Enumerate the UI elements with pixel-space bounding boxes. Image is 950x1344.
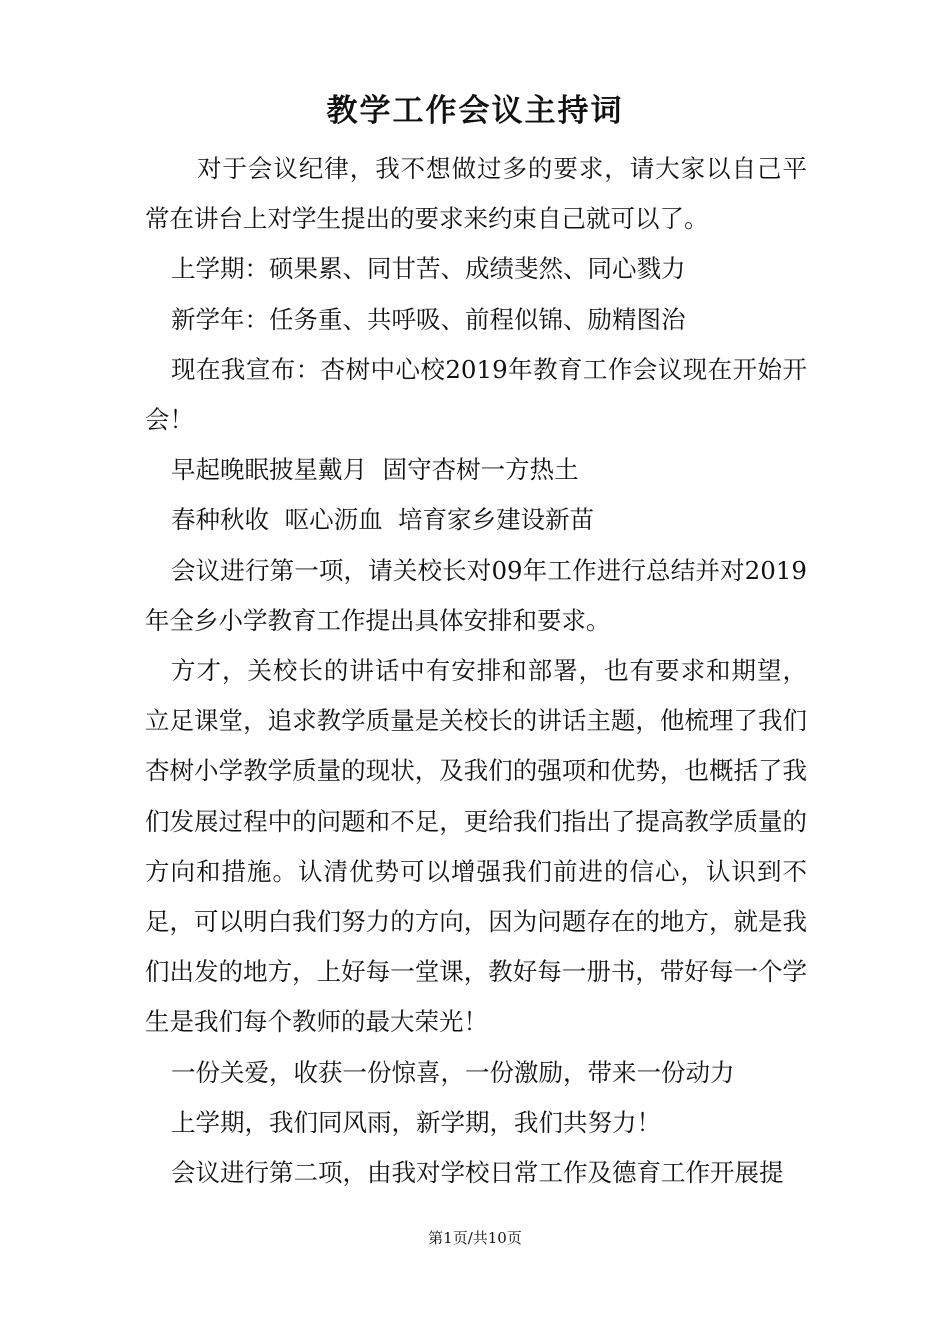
paragraph-new-year: 新学年：任务重、共呼吸、前程似锦、励精图治 — [171, 304, 686, 334]
page-number: 第1页/共10页 — [428, 1229, 522, 1247]
paragraph-verse-2: 春种秋收 呕心沥血 培育家乡建设新苗 — [171, 505, 595, 535]
paragraph-last-term: 上学期：硕果累、同甘苦、成绩斐然、同心戮力 — [171, 254, 686, 284]
paragraph-summary: 方才，关校长的讲话中有安排和部署，也有要求和期望，立足课堂，追求教学质量是关校长的讲话主题，他梳理了我们杏树小学教学质量的现状，及我们的强项和优势，也概括了我们发展过程中的问题和不足，更给我们指出了提高教学质量的方向和措施。认清优势可以增强我们前进的信心，认识到不足，可以明白我们努力的方向，因为问题存在的地方，就是我们出发的地方，上好每一堂课，教好每一册书，带好每一个学生是我们每个教师的最大荣光！ — [145, 656, 807, 1037]
paragraph-agenda-item-1: 会议进行第一项，请关校长对09年工作进行总结并对2019年全乡小学教育工作提出具体安排和要求。 — [145, 555, 807, 635]
document-body — [145, 144, 807, 1198]
paragraph-discipline: 对于会议纪律，我不想做过多的要求，请大家以自己平常在讲台上对学生提出的要求来约束自己就可以了。 — [145, 154, 807, 234]
paragraph-verse-1: 早起晚眠披星戴月 固守杏树一方热土 — [171, 455, 579, 485]
paragraph-announcement: 现在我宣布：杏树中心校2019年教育工作会议现在开始开会！ — [145, 354, 807, 435]
paragraph-care: 一份关爱，收获一份惊喜，一份激励，带来一份动力 — [171, 1057, 735, 1087]
paragraph-together: 上学期，我们同风雨，新学期，我们共努力！ — [171, 1107, 661, 1137]
paragraph-agenda-item-2: 会议进行第二项，由我对学校日常工作及德育工作开展提 — [171, 1158, 784, 1188]
document-title: 教学工作会议主持词 — [326, 93, 624, 129]
